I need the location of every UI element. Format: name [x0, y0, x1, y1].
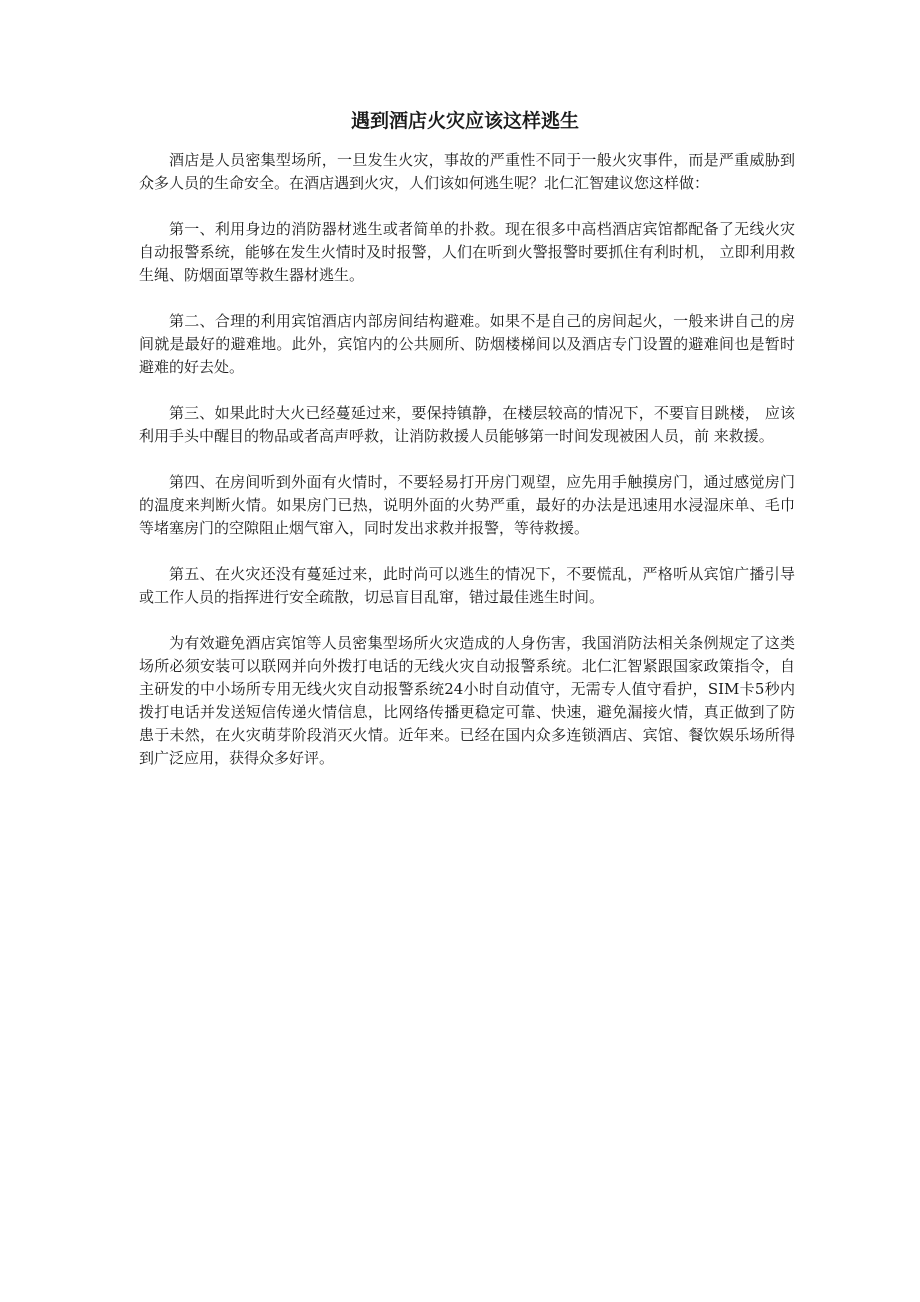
paragraph-third: 第三、如果此时大火已经蔓延过来，要保持镇静，在楼层较高的情况下，不要盲目跳楼， 应该利用手头中醒目的物品或者高声呼救，让消防救援人员能够第一时间发现被困人员，前 来救援。 [139, 404, 795, 445]
paragraph-conclusion: 为有效避免酒店宾馆等人员密集型场所火灾造成的人身伤害，我国消防法相关条例规定了这类场所必须安装可以联网并向外拨打电话的无线火灾自动报警系统。北仁汇智紧跟国家政策指令，自主研发的中小场所专用无线火灾自动报警系统24小时自动值守，无需专人值守看护，SIM卡5秒内拨打电话并发送短信传递火情信息，比网络传播更稳定可靠、快速，避免漏接火情，真正做到了防患于未然，在火灾萌芽阶段消灭火情。近年来。已经在国内众多连锁酒店、宾馆、餐饮娱乐场所得到广泛应用，获得众多好评。 [139, 634, 795, 767]
document-body [139, 149, 795, 793]
paragraph-second: 第二、合理的利用宾馆酒店内部房间结构避难。如果不是自己的房间起火，一般来讲自己的房间就是最好的避难地。此外，宾馆内的公共厕所、防烟楼梯间以及酒店专门设置的避难间也是暂时避难的好去处。 [139, 312, 795, 376]
paragraph-first: 第一、利用身边的消防器材逃生或者简单的扑救。现在很多中高档酒店宾馆都配备了无线火灾自动报警系统，能够在发生火情时及时报警，人们在听到火警报警时要抓住有利时机， 立即利用救生绳、防烟面罩等救生器材逃生。 [139, 220, 795, 284]
paragraph-fourth: 第四、在房间听到外面有火情时，不要轻易打开房门观望，应先用手触摸房门，通过感觉房门的温度来判断火情。如果房门已热，说明外面的火势严重，最好的办法是迅速用水浸湿床单、毛巾等堵塞房门的空隙阻止烟气窜入，同时发出求救并报警，等待救援。 [139, 473, 795, 537]
paragraph-intro: 酒店是人员密集型场所，一旦发生火灾，事故的严重性不同于一般火灾事件，而是严重威胁到众多人员的生命安全。在酒店遇到火灾，人们该如何逃生呢？北仁汇智建议您这样做： [139, 151, 795, 192]
paragraph-fifth: 第五、在火灾还没有蔓延过来，此时尚可以逃生的情况下，不要慌乱，严格听从宾馆广播引导或工作人员的指挥进行安全疏散，切忌盲目乱窜，错过最佳逃生时间。 [139, 565, 795, 606]
document-title: 遇到酒店火灾应该这样逃生 [350, 110, 579, 132]
